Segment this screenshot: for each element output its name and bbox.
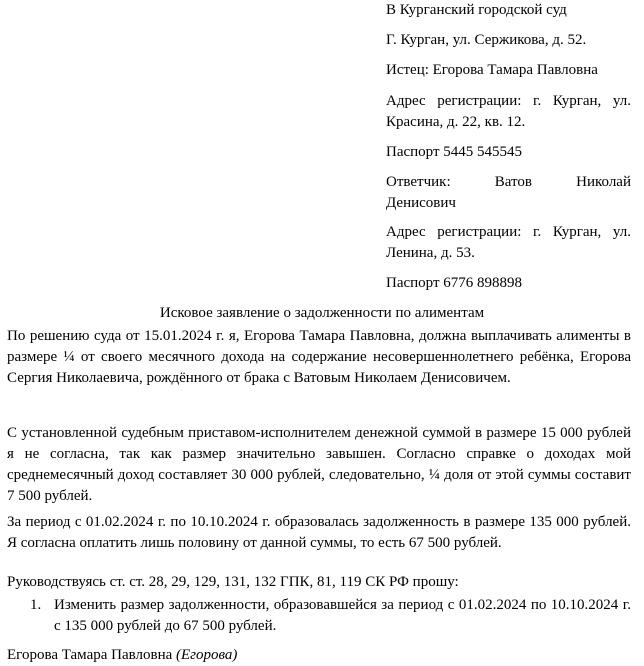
defendant-passport: Паспорт 6776 898898 (386, 275, 523, 291)
paragraph-disagreement: С установленной судебным приставом-исполнителем денежной суммой в размере 15 000 рублей я не согласна, так как размер значительно завышен. Согласно справке о доходах мой среднемесячный доход составляет 30 000 рублей, следовательно, ¼ доля от этой суммы составит 7 500 рублей. (7, 425, 631, 504)
defendant-patronymic: Денисович (386, 195, 456, 211)
paragraph-legal-basis: Руководствуясь ст. ст. 28, 29, 129, 131, 132 ГПК, 81, 119 СК РФ прошу: (7, 574, 459, 590)
signature-short: (Егорова) (176, 647, 238, 663)
paragraph-debt: За период с 01.02.2024 г. по 10.10.2024 г. образовалась задолженность в размере 135 000 рублей. Я согласна оплатить лишь половину от данной суммы, то есть 67 500 рублей. (7, 514, 631, 551)
document-title: Исковое заявление о задолженности по алиментам (159, 305, 485, 321)
list-item-number: 1. (30, 597, 42, 613)
plaintiff-address-line1: Адрес регистрации: г. Курган, ул. (386, 93, 631, 109)
plaintiff-passport: Паспорт 5445 545545 (386, 144, 523, 160)
court-address: Г. Курган, ул. Сержикова, д. 52. (386, 32, 587, 48)
list-item-text: Изменить размер задолженности, образовавшейся за период с 01.02.2024 по 10.10.2024 г. с 135 000 рублей до 67 500 рублей. (54, 597, 631, 634)
plaintiff: Истец: Егорова Тамара Павловна (386, 62, 598, 78)
defendant-line1 (386, 172, 631, 193)
defendant-address-line2: Ленина, д. 53. (386, 245, 475, 261)
plaintiff-address-line2: Красина, д. 22, кв. 12. (386, 114, 526, 130)
defendant (386, 172, 631, 214)
defendant-surname: Ватов (494, 174, 532, 190)
court-name: В Курганский городской суд (386, 2, 567, 18)
defendant-address-line1: Адрес регистрации: г. Курган, ул. (386, 224, 631, 240)
signature-name: Егорова Тамара Павловна (7, 647, 173, 663)
request-list (30, 595, 631, 637)
paragraph-decision: По решению суда от 15.01.2024 г. я, Егорова Тамара Павловна, должна выплачивать алименты в размере ¼ от своего месячного дохода на содержание несовершеннолетнего ребёнка, Егорова Сергия Николаевича, рождённого от брака с Ватовым Николаем Денисовичем. (7, 328, 631, 386)
defendant-address (386, 222, 631, 264)
defendant-firstname: Николай (576, 174, 631, 190)
list-item (30, 595, 631, 637)
signature (7, 645, 237, 666)
plaintiff-address (386, 91, 631, 133)
defendant-label: Ответчик: (386, 174, 451, 190)
